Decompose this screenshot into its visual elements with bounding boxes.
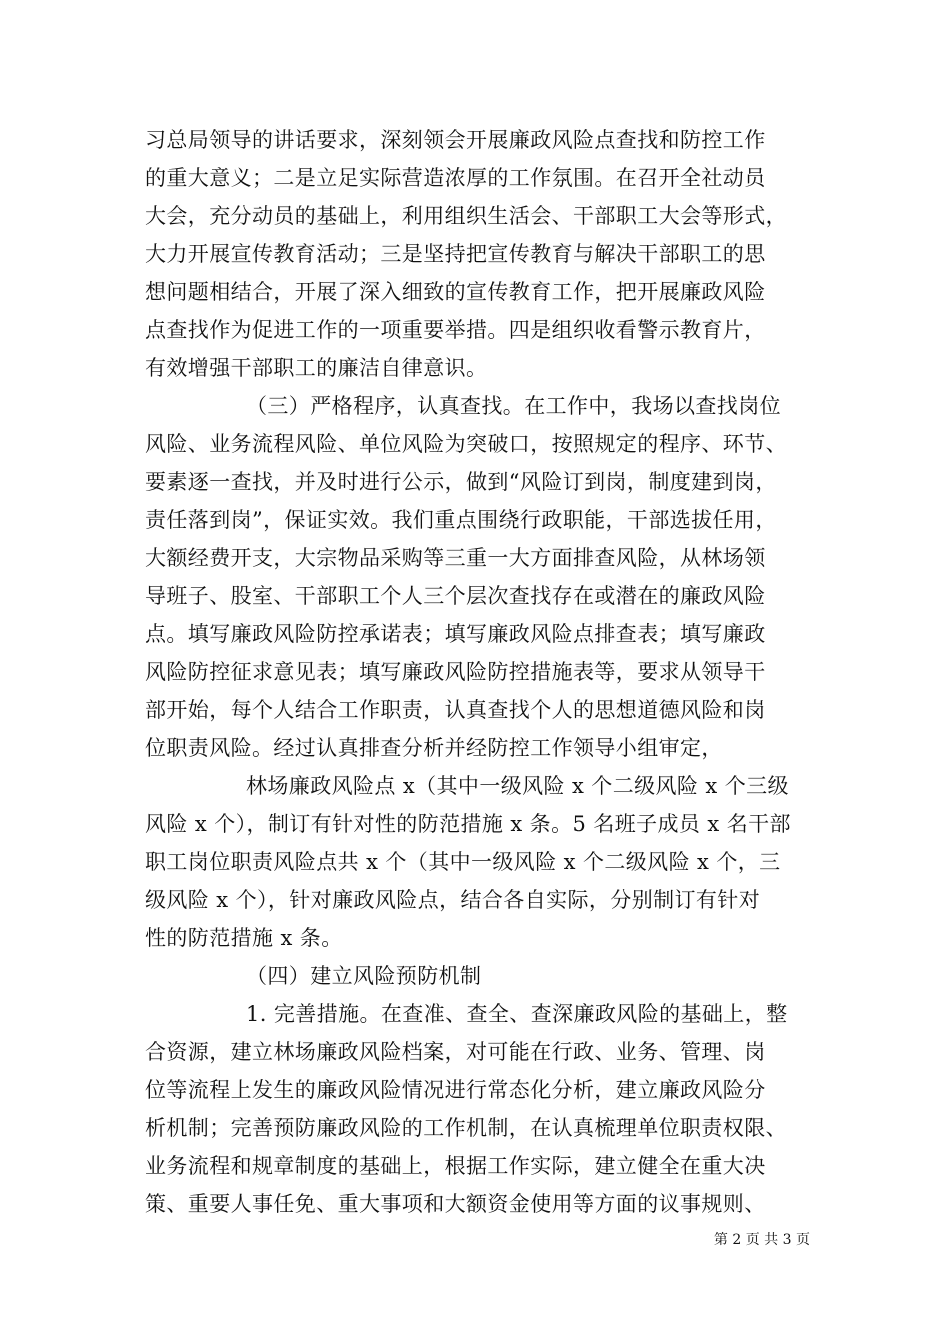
text-line: 析机制；完善预防廉政风险的工作机制，在认真梳理单位职责权限、: [145, 1116, 787, 1140]
text-line: 位等流程上发生的廉政风险情况进行常态化分析，建立廉政风险分: [145, 1078, 766, 1102]
text-line: 想问题相结合，开展了深入细致的宣传教育工作，把开展廉政风险: [145, 280, 766, 304]
text-line: 有效增强干部职工的廉洁自律意识。: [145, 356, 488, 380]
text-line: 风险防控征求意见表；填写廉政风险防控措施表等，要求从领导干: [145, 660, 766, 684]
text-line: 习总局领导的讲话要求，深刻领会开展廉政风险点查找和防控工作: [145, 128, 766, 152]
text-line: 性的防范措施 x 条。: [145, 926, 343, 950]
text-line: 策、重要人事任免、重大事项和大额资金使用等方面的议事规则、: [145, 1192, 766, 1216]
text-line: 要素逐一查找，并及时进行公示，做到“风险订到岗，制度建到岗，: [145, 470, 777, 494]
text-line: 点查找作为促进工作的一项重要举措。四是组织收看警示教育片，: [145, 318, 766, 342]
text-line: 点。填写廉政风险防控承诺表；填写廉政风险点排查表；填写廉政: [145, 622, 766, 646]
text-line: 职工岗位职责风险点共 x 个（其中一级风险 x 个二级风险 x 个，三: [145, 850, 781, 874]
text-line: 风险、业务流程风险、单位风险为突破口，按照规定的程序、环节、: [145, 432, 787, 456]
text-line: 导班子、股室、干部职工个人三个层次查找存在或潜在的廉政风险: [145, 584, 766, 608]
text-line: 大力开展宣传教育活动；三是坚持把宣传教育与解决干部职工的思: [145, 242, 766, 266]
text-line: 1. 完善措施。在查准、查全、查深廉政风险的基础上，整: [246, 1002, 788, 1026]
text-line: 合资源，建立林场廉政风险档案，对可能在行政、业务、管理、岗: [145, 1040, 766, 1064]
text-line: 的重大意义；二是立足实际营造浓厚的工作氛围。在召开全社动员: [145, 166, 766, 190]
text-line: 风险 x 个），制订有针对性的防范措施 x 条。5 名班子成员 x 名干部: [145, 812, 791, 836]
text-line: 大额经费开支，大宗物品采购等三重一大方面排查风险，从林场领: [145, 546, 766, 570]
text-line: 部开始，每个人结合工作职责，认真查找个人的思想道德风险和岗: [145, 698, 766, 722]
text-line: 业务流程和规章制度的基础上，根据工作实际，建立健全在重大决: [145, 1154, 766, 1178]
text-line: 级风险 x 个），针对廉政风险点，结合各自实际，分别制订有针对: [145, 888, 761, 912]
text-line: 林场廉政风险点 x（其中一级风险 x 个二级风险 x 个三级: [246, 774, 789, 798]
text-line: 大会，充分动员的基础上，利用组织生活会、干部职工大会等形式，: [145, 204, 787, 228]
section-heading-3: （三）严格程序，认真查找。在工作中，我场以查找岗位: [246, 394, 781, 418]
section-heading-4: （四）建立风险预防机制: [246, 964, 482, 988]
text-line: 责任落到岗”，保证实效。我们重点围绕行政职能，干部选拔任用，: [145, 508, 777, 532]
page-footer: 第 2 页 共 3 页: [713, 1232, 810, 1248]
text-line: 位职责风险。经过认真排查分析并经防控工作领导小组审定，: [145, 736, 723, 760]
